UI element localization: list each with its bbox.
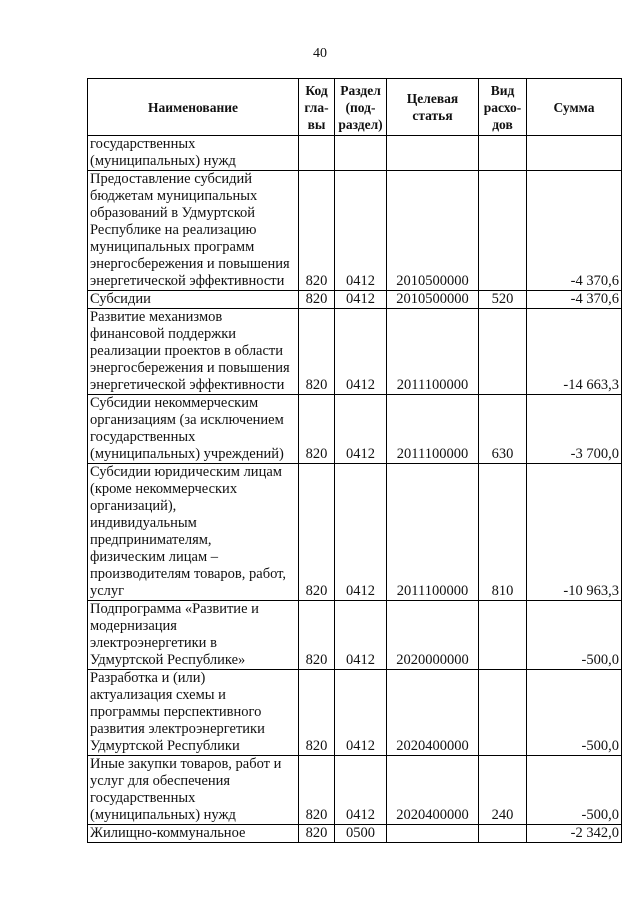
table-row bbox=[88, 670, 622, 756]
cell-section: 0412 bbox=[335, 670, 387, 756]
table-row bbox=[88, 136, 622, 171]
cell-sum: -500,0 bbox=[527, 756, 622, 825]
cell-code: 820 bbox=[299, 670, 335, 756]
header-sum: Сумма bbox=[527, 79, 622, 136]
header-row bbox=[88, 79, 622, 136]
cell-code bbox=[299, 136, 335, 171]
cell-section: 0412 bbox=[335, 756, 387, 825]
header-target: Целевая статья bbox=[387, 79, 479, 136]
table-row bbox=[88, 601, 622, 670]
cell-section bbox=[335, 136, 387, 171]
budget-table bbox=[87, 78, 622, 843]
cell-code: 820 bbox=[299, 291, 335, 309]
cell-sum: -4 370,6 bbox=[527, 171, 622, 291]
cell-target: 2020400000 bbox=[387, 670, 479, 756]
cell-sum: -14 663,3 bbox=[527, 309, 622, 395]
cell-target: 2020000000 bbox=[387, 601, 479, 670]
cell-type bbox=[479, 171, 527, 291]
cell-target: 2011100000 bbox=[387, 309, 479, 395]
cell-name: Субсидии некоммерческим организациям (за исключением государственных (муниципальных) учреждений) bbox=[88, 395, 299, 464]
cell-code: 820 bbox=[299, 171, 335, 291]
cell-sum: -500,0 bbox=[527, 601, 622, 670]
cell-name: Иные закупки товаров, работ и услуг для обеспечения государственных (муниципальных) нужд bbox=[88, 756, 299, 825]
cell-target: 2011100000 bbox=[387, 395, 479, 464]
table-row bbox=[88, 464, 622, 601]
cell-type bbox=[479, 670, 527, 756]
table-row bbox=[88, 395, 622, 464]
cell-sum: -10 963,3 bbox=[527, 464, 622, 601]
cell-type bbox=[479, 136, 527, 171]
cell-type bbox=[479, 825, 527, 843]
header-type: Вид расхо- дов bbox=[479, 79, 527, 136]
cell-section: 0412 bbox=[335, 395, 387, 464]
cell-type: 630 bbox=[479, 395, 527, 464]
cell-name: Жилищно-коммунальное bbox=[88, 825, 299, 843]
header-section: Раздел (под- раздел) bbox=[335, 79, 387, 136]
table-row bbox=[88, 309, 622, 395]
cell-name: Субсидии юридическим лицам (кроме некоммерческих организаций), индивидуальным предпринимателям, физическим лицам – производителям товаров, работ, услуг bbox=[88, 464, 299, 601]
table-row bbox=[88, 825, 622, 843]
cell-target bbox=[387, 136, 479, 171]
cell-sum: -3 700,0 bbox=[527, 395, 622, 464]
cell-code: 820 bbox=[299, 756, 335, 825]
cell-code: 820 bbox=[299, 464, 335, 601]
cell-type: 520 bbox=[479, 291, 527, 309]
cell-target: 2011100000 bbox=[387, 464, 479, 601]
cell-target bbox=[387, 825, 479, 843]
cell-name: Субсидии bbox=[88, 291, 299, 309]
cell-section: 0412 bbox=[335, 601, 387, 670]
cell-code: 820 bbox=[299, 601, 335, 670]
cell-code: 820 bbox=[299, 309, 335, 395]
cell-name: Развитие механизмов финансовой поддержки реализации проектов в области энергосбережения и повышения энергетической эффективности bbox=[88, 309, 299, 395]
cell-type: 810 bbox=[479, 464, 527, 601]
cell-type bbox=[479, 309, 527, 395]
header-name: Наименование bbox=[88, 79, 299, 136]
cell-type bbox=[479, 601, 527, 670]
cell-section: 0412 bbox=[335, 464, 387, 601]
cell-name: Предоставление субсидий бюджетам муниципальных образований в Удмуртской Республике на реализацию муниципальных программ энергосбережения и повышения энергетической эффективности bbox=[88, 171, 299, 291]
cell-section: 0412 bbox=[335, 171, 387, 291]
table-row bbox=[88, 171, 622, 291]
cell-name: Разработка и (или) актуализация схемы и программы перспективного развития электроэнергетики Удмуртской Республики bbox=[88, 670, 299, 756]
cell-code: 820 bbox=[299, 395, 335, 464]
cell-type: 240 bbox=[479, 756, 527, 825]
cell-sum: -2 342,0 bbox=[527, 825, 622, 843]
table-row bbox=[88, 291, 622, 309]
cell-name: Подпрограмма «Развитие и модернизация электроэнергетики в Удмуртской Республике» bbox=[88, 601, 299, 670]
cell-sum: -500,0 bbox=[527, 670, 622, 756]
cell-target: 2020400000 bbox=[387, 756, 479, 825]
cell-section: 0412 bbox=[335, 291, 387, 309]
cell-code: 820 bbox=[299, 825, 335, 843]
cell-target: 2010500000 bbox=[387, 291, 479, 309]
cell-target: 2010500000 bbox=[387, 171, 479, 291]
table-row bbox=[88, 756, 622, 825]
cell-sum bbox=[527, 136, 622, 171]
cell-section: 0500 bbox=[335, 825, 387, 843]
cell-sum: -4 370,6 bbox=[527, 291, 622, 309]
header-code: Код гла- вы bbox=[299, 79, 335, 136]
page-number: 40 bbox=[313, 46, 327, 61]
cell-section: 0412 bbox=[335, 309, 387, 395]
cell-name: государственных (муниципальных) нужд bbox=[88, 136, 299, 171]
